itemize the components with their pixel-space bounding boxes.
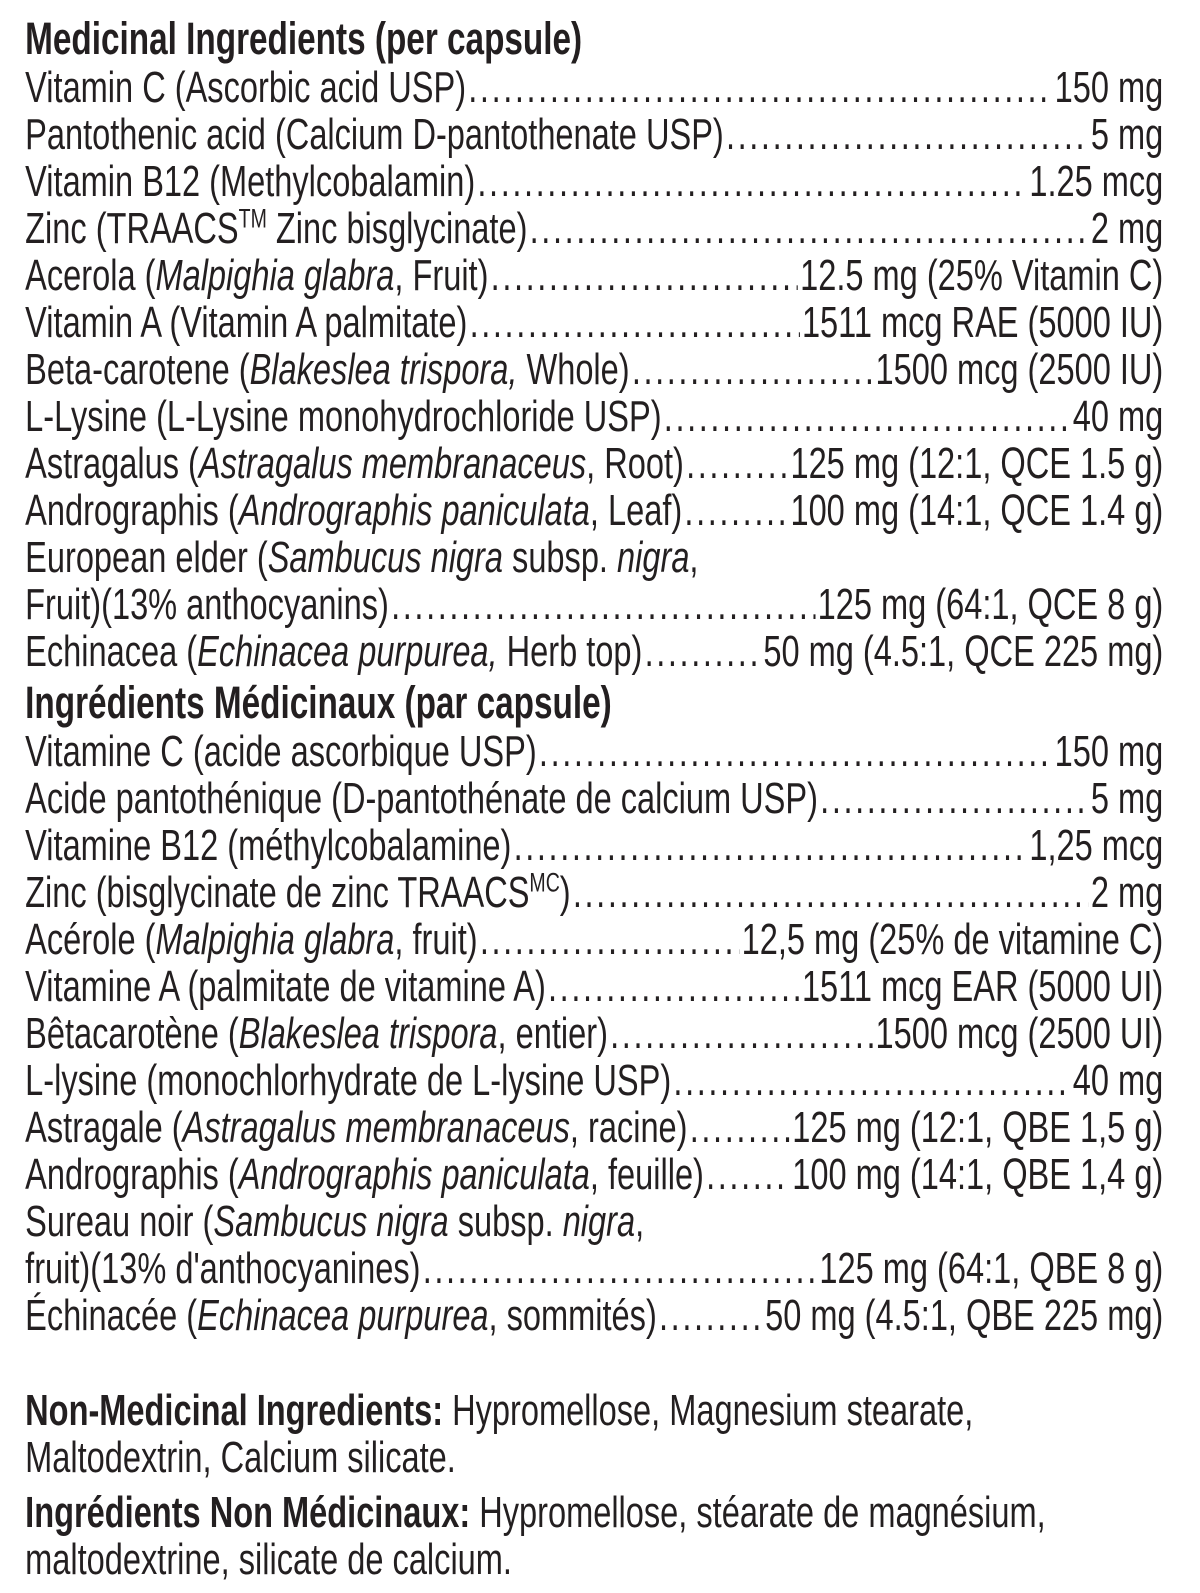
ingredient-list-en [25, 64, 1163, 675]
trademark-superscript: TM [238, 203, 267, 234]
ingredient-name [25, 1151, 704, 1198]
ingredient-amount: 2 mg [1090, 868, 1164, 917]
ingredient-name [25, 64, 466, 111]
ingredient-amount: 50 mg (4.5:1, QCE 225 mg) [763, 627, 1164, 676]
dot-leader [423, 1245, 817, 1292]
ingredient-amount: 1511 mcg RAE (5000 IU) [801, 298, 1164, 347]
dot-leader [820, 775, 1089, 822]
ingredient-amount: 125 mg (12:1, QBE 1,5 g) [792, 1103, 1164, 1152]
ingredient-amount: 1.25 mcg [1029, 157, 1164, 206]
ingredient-amount: 1500 mcg (2500 IU) [875, 345, 1164, 394]
dot-leader [690, 1104, 790, 1151]
ingredient-amount: 150 mg [1054, 63, 1164, 112]
ingredient-name [25, 299, 467, 346]
ingredient-row [25, 1010, 1163, 1057]
non-medicinal-paragraph-en [25, 1387, 1163, 1481]
ingredient-text: Zinc (bisglycinate de zinc TRAACS [25, 868, 530, 917]
medicinal-ingredients-section-fr [25, 678, 1163, 1339]
ingredient-name [25, 487, 682, 534]
dot-leader [468, 64, 1052, 111]
latin-name-italic: Sambucus nigra [267, 533, 503, 582]
ingredient-text: Vitamin C (Ascorbic acid USP) [25, 63, 467, 112]
ingredient-amount: 5 mg [1090, 110, 1164, 159]
ingredient-text: , Leaf) [589, 486, 683, 535]
ingredient-text: Vitamin B12 (Methylcobalamin) [25, 157, 476, 206]
ingredient-text: ) [559, 868, 571, 917]
latin-name-italic: Echinacea purpurea, [197, 627, 498, 676]
ingredient-name [25, 822, 511, 869]
ingredient-name [25, 1010, 608, 1057]
ingredient-amount: 50 mg (4.5:1, QBE 225 mg) [765, 1291, 1164, 1340]
ingredient-text: , Fruit) [394, 251, 489, 300]
ingredient-row [25, 1198, 1163, 1245]
ingredient-name [25, 393, 661, 440]
ingredient-name [25, 1292, 657, 1339]
dot-leader [684, 487, 788, 534]
ingredient-text: , Root) [586, 439, 684, 488]
ingredient-text: Andrographis ( [25, 1150, 239, 1199]
ingredient-row [25, 628, 1163, 675]
latin-name-italic: nigra [562, 1197, 636, 1246]
ingredient-name [25, 252, 488, 299]
ingredient-text: Échinacée ( [25, 1291, 198, 1340]
ingredient-amount: 1,25 mcg [1029, 821, 1164, 870]
ingredient-text: Zinc (TRAACS [25, 204, 239, 253]
ingredient-row [25, 822, 1163, 869]
ingredient-name [25, 111, 724, 158]
ingredient-text: , entier) [497, 1009, 608, 1058]
ingredient-text: , [635, 1197, 645, 1246]
ingredient-text: Andrographis ( [25, 486, 239, 535]
ingredient-text: subsp. [448, 1197, 563, 1246]
latin-name-italic: Astragalus membranaceus [182, 1103, 570, 1152]
medicinal-ingredients-heading-en: Medicinal Ingredients (per capsule) [25, 13, 583, 64]
medicinal-ingredients-section-en [25, 14, 1163, 675]
ingredient-row [25, 346, 1163, 393]
dot-leader [573, 869, 1089, 916]
dot-leader [645, 628, 762, 675]
ingredient-list-fr [25, 728, 1163, 1339]
ingredient-name [25, 346, 629, 393]
dot-leader [514, 822, 1028, 869]
dot-leader [491, 252, 798, 299]
ingredient-name [25, 963, 546, 1010]
ingredient-text: Acérole ( [25, 915, 156, 964]
ingredient-text: Vitamin A (Vitamin A palmitate) [25, 298, 468, 347]
ingredient-amount: 12,5 mg (25% de vitamine C) [741, 915, 1164, 964]
latin-name-italic: Blakeslea trispora, [249, 345, 518, 394]
ingredient-text: Sureau noir ( [25, 1197, 214, 1246]
latin-name-italic: Blakeslea trispora [238, 1009, 498, 1058]
non-medicinal-text-fr-line1: Hypromellose, stéarate de magnésium, [479, 1488, 1046, 1537]
ingredient-row [25, 916, 1163, 963]
ingredient-amount: 100 mg (14:1, QCE 1.4 g) [790, 486, 1164, 535]
ingredient-text: , feuille) [589, 1150, 704, 1199]
ingredient-amount: 100 mg (14:1, QBE 1,4 g) [792, 1150, 1164, 1199]
ingredient-text: Beta-carotene ( [25, 345, 250, 394]
dot-leader [548, 963, 800, 1010]
latin-name-italic: Malpighia glabra [155, 915, 395, 964]
ingredient-name [25, 728, 537, 775]
dot-leader [664, 393, 1071, 440]
ingredient-text: Fruit)(13% anthocyanins) [25, 580, 389, 629]
ingredient-row [25, 111, 1163, 158]
ingredient-row [25, 158, 1163, 205]
ingredient-amount: 5 mg [1090, 774, 1164, 823]
ingredient-amount: 125 mg (64:1, QBE 8 g) [819, 1244, 1164, 1293]
dot-leader [530, 205, 1089, 252]
ingredient-name [25, 1198, 644, 1245]
ingredient-name [25, 1245, 420, 1292]
ingredient-text: Vitamine B12 (méthylcobalamine) [25, 821, 512, 870]
ingredient-amount: 2 mg [1090, 204, 1164, 253]
non-medicinal-text-fr-line2: maltodextrine, silicate de calcium. [25, 1535, 512, 1584]
ingredient-row [25, 64, 1163, 111]
ingredient-row [25, 299, 1163, 346]
ingredient-amount: 125 mg (12:1, QCE 1.5 g) [790, 439, 1164, 488]
ingredient-name [25, 628, 642, 675]
ingredient-row [25, 534, 1163, 581]
dot-leader [610, 1010, 873, 1057]
ingredient-row [25, 728, 1163, 775]
ingredient-amount: 150 mg [1054, 727, 1164, 776]
ingredient-text: , racine) [569, 1103, 688, 1152]
ingredient-text: Bêtacarotène ( [25, 1009, 239, 1058]
non-medicinal-paragraph-fr [25, 1489, 1163, 1583]
ingredient-name [25, 1057, 671, 1104]
ingredient-text: Zinc bisglycinate) [266, 204, 528, 253]
ingredient-text: Astragale ( [25, 1103, 183, 1152]
ingredient-text: , fruit) [394, 915, 478, 964]
ingredient-row [25, 440, 1163, 487]
dot-leader [477, 158, 1027, 205]
dot-leader [391, 581, 815, 628]
ingredient-name [25, 158, 475, 205]
non-medicinal-text-en-line2: Maltodextrin, Calcium silicate. [25, 1433, 456, 1482]
ingredient-text: Acide pantothénique (D-pantothénate de calcium USP) [25, 774, 818, 823]
ingredient-name [25, 869, 570, 916]
latin-name-italic: Astragalus membranaceus [198, 439, 587, 488]
ingredient-row [25, 1292, 1163, 1339]
ingredient-text: Vitamine C (acide ascorbique USP) [25, 727, 537, 776]
latin-name-italic: nigra [617, 533, 690, 582]
ingredient-amount: 40 mg [1072, 392, 1164, 441]
ingredient-row [25, 1245, 1163, 1292]
non-medicinal-label-en: Non-Medicinal Ingredients: [25, 1386, 444, 1435]
ingredient-text: Astragalus ( [25, 439, 199, 488]
dot-leader [480, 916, 740, 963]
ingredient-text: subsp. [502, 533, 618, 582]
ingredient-name [25, 440, 684, 487]
ingredient-name [25, 534, 698, 581]
latin-name-italic: Echinacea purpurea [197, 1291, 489, 1340]
dot-leader [470, 299, 800, 346]
ingredient-amount: 125 mg (64:1, QCE 8 g) [817, 580, 1164, 629]
ingredient-amount: 1511 mcg EAR (5000 UI) [801, 962, 1164, 1011]
ingredient-row [25, 1104, 1163, 1151]
dot-leader [632, 346, 873, 393]
ingredient-text: , sommités) [488, 1291, 657, 1340]
ingredient-amount: 40 mg [1072, 1056, 1164, 1105]
ingredient-name [25, 775, 818, 822]
non-medicinal-label-fr: Ingrédients Non Médicinaux: [25, 1488, 471, 1537]
non-medicinal-section [25, 1387, 1163, 1583]
ingredient-text: Vitamine A (palmitate de vitamine A) [25, 962, 546, 1011]
ingredient-text: L-lysine (monochlorhydrate de L-lysine USP) [25, 1056, 672, 1105]
dot-leader [686, 440, 788, 487]
non-medicinal-text-en-line1: Hypromellose, Magnesium stearate, [452, 1386, 974, 1435]
dot-leader [673, 1057, 1070, 1104]
latin-name-italic: Andrographis paniculata [238, 486, 590, 535]
ingredient-row [25, 1151, 1163, 1198]
ingredient-row [25, 775, 1163, 822]
dot-leader [726, 111, 1089, 158]
ingredient-row [25, 252, 1163, 299]
ingredient-text: European elder ( [25, 533, 268, 582]
latin-name-italic: Malpighia glabra [155, 251, 395, 300]
ingredient-row [25, 1057, 1163, 1104]
trademark-superscript: MC [529, 867, 560, 898]
ingredient-name [25, 205, 527, 252]
ingredient-row [25, 581, 1163, 628]
ingredient-row [25, 869, 1163, 916]
ingredient-text: Echinacea ( [25, 627, 198, 676]
ingredient-text: Pantothenic acid (Calcium D-pantothenate USP) [25, 110, 724, 159]
ingredient-text: fruit)(13% d'anthocyanines) [25, 1244, 421, 1293]
dot-leader [659, 1292, 763, 1339]
ingredient-text: Acerola ( [25, 251, 156, 300]
medicinal-ingredients-heading-fr: Ingrédients Médicinaux (par capsule) [25, 677, 612, 728]
ingredient-row [25, 487, 1163, 534]
ingredient-name [25, 581, 389, 628]
ingredient-row [25, 963, 1163, 1010]
dot-leader [706, 1151, 790, 1198]
ingredient-text: L-Lysine (L-Lysine monohydrochloride USP) [25, 392, 662, 441]
ingredient-row [25, 393, 1163, 440]
ingredient-text: , [689, 533, 699, 582]
ingredient-amount: 1500 mcg (2500 UI) [875, 1009, 1164, 1058]
ingredient-name [25, 1104, 687, 1151]
latin-name-italic: Andrographis paniculata [238, 1150, 590, 1199]
dot-leader [539, 728, 1053, 775]
ingredient-name [25, 916, 477, 963]
ingredient-text: Herb top) [497, 627, 643, 676]
ingredient-row [25, 205, 1163, 252]
latin-name-italic: Sambucus nigra [213, 1197, 449, 1246]
ingredient-amount: 12.5 mg (25% Vitamin C) [800, 251, 1164, 300]
ingredient-text: Whole) [517, 345, 630, 394]
